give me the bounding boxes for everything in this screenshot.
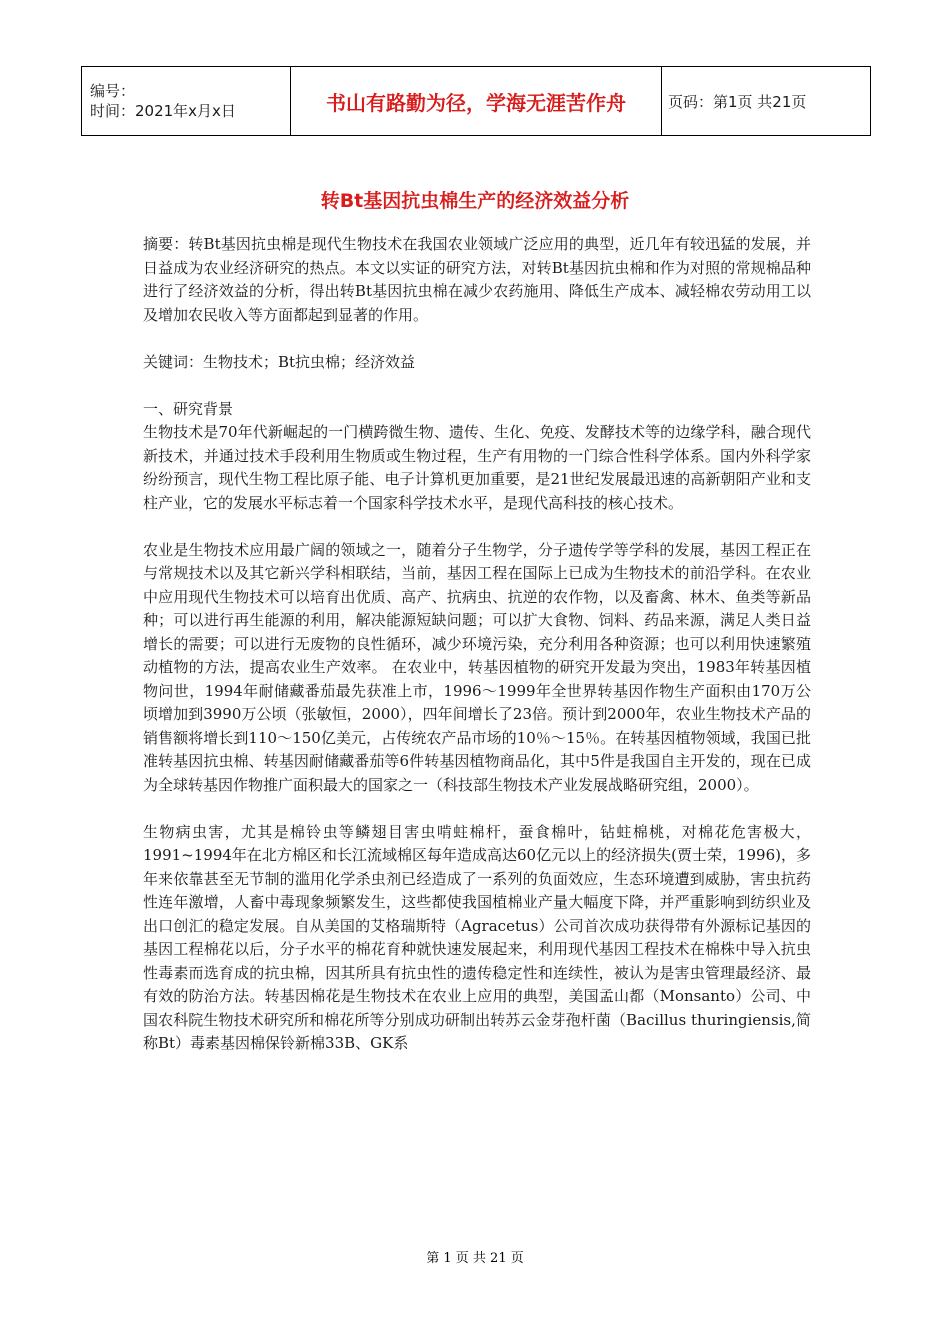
header-meta-cell <box>82 67 291 136</box>
page-footer: 第 1 页 共 21 页 <box>426 1251 524 1266</box>
header-table <box>81 66 871 136</box>
body-paragraph-1: 生物技术是70年代新崛起的一门横跨微生物、遗传、生化、免疫、发酵技术等的边缘学科，融合现代新技术，并通过技术手段利用生物质或生物过程，生产有用物的一门综合性科学体系。国内外科学家纷纷预言，现代生物工程比原子能、电子计算机更加重要，是21世纪发展最迅速的高新朝阳产业和支柱产业，它的发展水平标志着一个国家科学技术水平，是现代高科技的核心技术。 <box>143 423 811 512</box>
section-heading: 一、研究背景 <box>143 399 234 418</box>
date-line: 时间：2021年x月x日 <box>90 102 236 120</box>
header-motto: 书山有路勤为径，学海无涯苦作舟 <box>291 67 662 136</box>
body-paragraph-2: 农业是生物技术应用最广阔的领域之一，随着分子生物学，分子遗传学等学科的发展，基因工程正在与常规技术以及其它新兴学科相联结，当前，基因工程在国际上已成为生物技术的前沿学科。在农业中应用现代生物技术可以培育出优质、高产、抗病虫、抗逆的农作物，以及畜禽、林木、鱼类等新品种；可以进行再生能源的利用，解决能源短缺问题；可以扩大食物、饲料、药品来源，满足人类日益增长的需要；可以进行无废物的良性循环，减少环境污染，充分利用各种资源；也可以利用快速繁殖动植物的方法，提高农业生产效率。 在农业中，转基因植物的研究开发最为突出，1983年转基因植物问世，1994年耐储藏番茄最先获准上市，1996～1999年全世界转基因作物生产面积由170万公顷增加到3990万公顷（张敏恒，2000），四年间增长了23倍。预计到2000年，农业生物技术产品的销售额将增长到110～150亿美元，占传统农产品市场的10％～15％。在转基因植物领域，我国已批准转基因抗虫棉、转基因耐储藏番茄等6件转基因植物商品化，其中5件是我国自主开发的，现在已成为全球转基因作物推广面积最大的国家之一（科技部生物技术产业发展战略研究组，2000）。 <box>143 540 811 794</box>
document-body <box>143 233 811 1056</box>
body-paragraph-3: 生物病虫害，尤其是棉铃虫等鳞翅目害虫啃蛀棉杆，蚕食棉叶，钻蛀棉桃，对棉花危害极大，1991~1994年在北方棉区和长江流域棉区每年造成高达60亿元以上的经济损失(贾士荣，1996)，多年来依靠甚至无节制的滥用化学杀虫剂已经造成了一系列的负面效应，生态环境遭到威胁，害虫抗药性连年激增，人畜中毒现象频繁发生，这些都使我国植棉业产量大幅度下降，并严重影响到纺织业及出口创汇的稳定发展。自从美国的艾格瑞斯特（Agracetus）公司首次成功获得带有外源标记基因的基因工程棉花以后，分子水平的棉花育种就快速发展起来，利用现代基因工程技术在棉株中导入抗虫性毒素而选育成的抗虫棉，因其所具有抗虫性的遗传稳定性和连续性，被认为是害虫管理最经济、最有效的防治方法。转基因棉花是生物技术在农业上应用的典型，美国孟山都（Monsanto）公司、中国农科院生物技术研究所和棉花所等分别成功研制出转苏云金芽孢杆菌（Bacillus thuringiensis,简称Bt）毒素基因棉保铃新棉33B、GK系 <box>143 822 811 1052</box>
code-label: 编号： <box>90 82 136 100</box>
keywords-line: 关键词：生物技术；Bt抗虫棉；经济效益 <box>143 352 416 371</box>
document-title: 转Bt基因抗虫棉生产的经济效益分析 <box>320 190 630 212</box>
abstract-paragraph: 摘要：转Bt基因抗虫棉是现代生物技术在我国农业领域广泛应用的典型，近几年有较迅猛的发展，并日益成为农业经济研究的热点。本文以实证的研究方法，对转Bt基因抗虫棉和作为对照的常规棉品种进行了经济效益的分析，得出转Bt基因抗虫棉在减少农药施用、降低生产成本、减轻棉农劳动用工以及增加农民收入等方面都起到显著的作用。 <box>143 235 811 324</box>
header-page-info: 页码：第1页 共21页 <box>662 67 871 136</box>
